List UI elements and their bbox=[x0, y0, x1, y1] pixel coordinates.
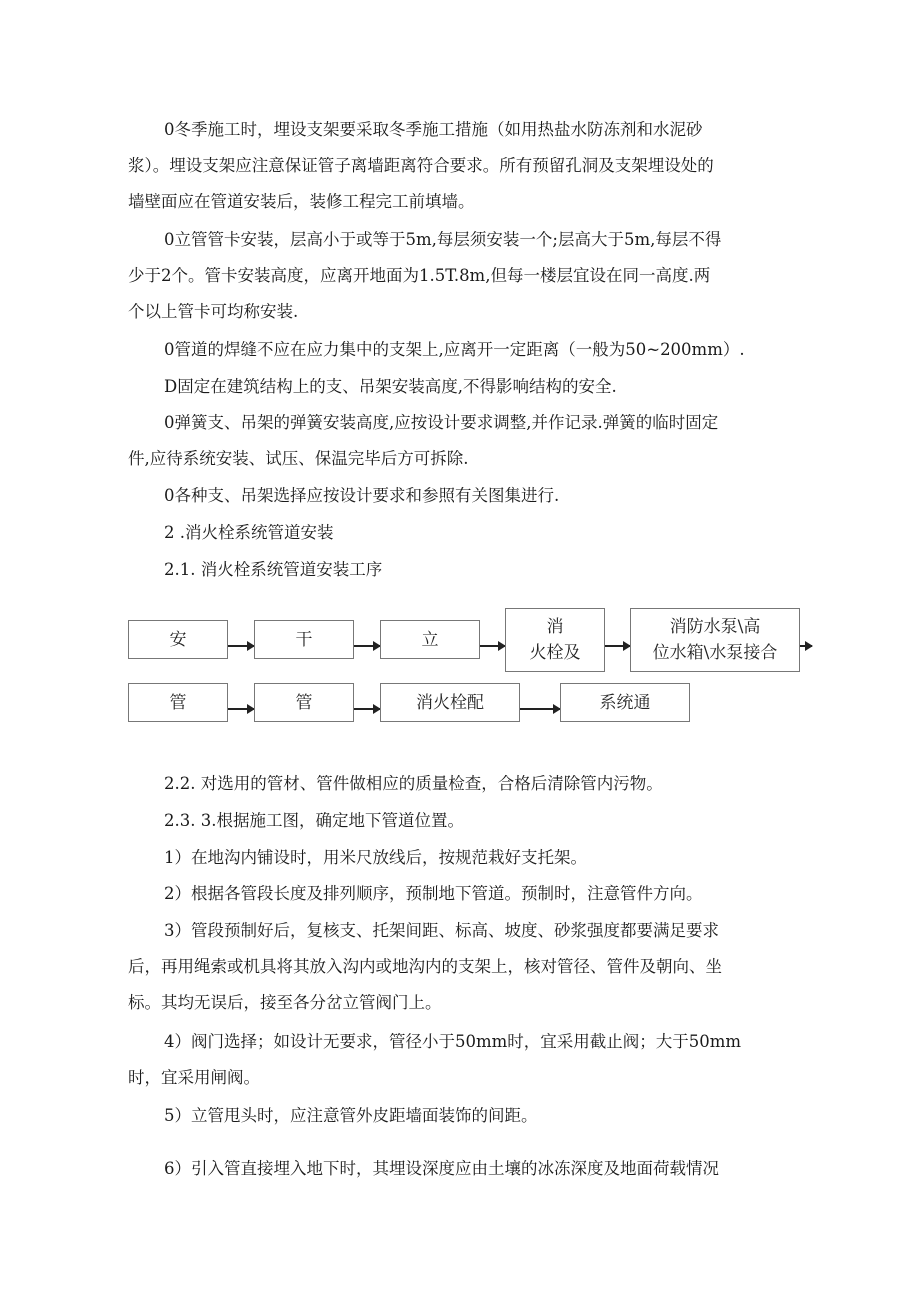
flow-arrow bbox=[228, 645, 254, 647]
flow-step-label: 管 bbox=[295, 692, 313, 713]
text-line: 件,应待系统安装、试压、保温完毕后方可拆除. bbox=[128, 449, 469, 468]
heading-section-2: 2 .消火栓系统管道安装 bbox=[164, 523, 334, 542]
flow-step-label: 安 bbox=[169, 629, 187, 650]
text-line: 个以上管卡可均称安装. bbox=[128, 302, 299, 321]
paragraph-support-selection: 0各种支、吊架选择应按设计要求和参照有关图集进行. bbox=[164, 486, 560, 505]
flow-step-label: 管 bbox=[169, 692, 187, 713]
list-item-5: 5）立管甩头时，应注意管外皮距墙面装饰的间距。 bbox=[164, 1106, 538, 1125]
flow-step-hydrant bbox=[505, 608, 605, 672]
flow-step-label: 干 bbox=[295, 629, 313, 650]
flow-step-label: 消 火栓及 bbox=[529, 617, 581, 663]
paragraph-weld-seam: 0管道的焊缝不应在应力集中的支架上,应离开一定距离（一般为50~200mm）. bbox=[164, 340, 745, 359]
text-line: 4）阀门选择；如设计无要求，管径小于50mm时，宜采用截止阀；大于50mm bbox=[164, 1032, 742, 1051]
heading-section-2-1: 2.1. 消火栓系统管道安装工序 bbox=[164, 560, 383, 579]
flow-step-label: 消火栓配 bbox=[416, 692, 484, 713]
text-line: 少于2个。管卡安装高度，应离开地面为1.5T.8m,但每一楼层宜设在同一高度.两 bbox=[128, 266, 711, 285]
flow-arrow bbox=[520, 708, 560, 710]
text-line: 时，宜采用闸阀。 bbox=[128, 1068, 260, 1087]
text-line: 0弹簧支、吊架的弹簧安装高度,应按设计要求调整,并作记录.弹簧的临时固定 bbox=[164, 413, 719, 432]
paragraph-2-2: 2.2. 对选用的管材、管件做相应的质量检查，合格后清除管内污物。 bbox=[164, 774, 663, 793]
flow-arrow bbox=[228, 708, 254, 710]
list-item-6: 6）引入管直接埋入地下时，其埋设深度应由土壤的冰冻深度及地面荷载情况 bbox=[164, 1159, 719, 1178]
flow-step-label: 消防水泵\高 位水箱\水泵接合 bbox=[652, 617, 778, 663]
flow-step-label: 立 bbox=[421, 629, 439, 650]
flow-step-system-test bbox=[560, 683, 690, 722]
flow-arrow bbox=[354, 645, 380, 647]
flow-step-hydrant-fitting bbox=[380, 683, 520, 722]
text-line: 后，再用绳索或机具将其放入沟内或地沟内的支架上，核对管径、管件及朝向、坐 bbox=[128, 957, 722, 976]
flow-step-pipe-b bbox=[254, 683, 354, 722]
text-line: 3）管段预制好后，复核支、托架间距、标高、坡度、砂浆强度都要满足要求 bbox=[164, 921, 719, 940]
paragraph-spring-support bbox=[128, 405, 796, 477]
paragraph-fixed-support: D固定在建筑结构上的支、吊架安装高度,不得影响结构的安全. bbox=[164, 377, 617, 396]
text-line: 墙壁面应在管道安装后，装修工程完工前填墙。 bbox=[128, 192, 475, 211]
text-line: 标。其均无误后，接至各分岔立管阀门上。 bbox=[128, 993, 442, 1012]
list-item-3 bbox=[128, 913, 796, 1021]
text-line: 0立管管卡安装，层高小于或等于5m,每层须安装一个;层高大于5m,每层不得 bbox=[164, 230, 722, 249]
paragraph-winter-construction bbox=[128, 112, 796, 220]
flow-step-main-pipe bbox=[254, 620, 354, 659]
list-item-1: 1）在地沟内铺设时，用米尺放线后，按规范栽好支托架。 bbox=[164, 848, 587, 867]
flow-step-label: 系统通 bbox=[599, 692, 651, 713]
list-item-2: 2）根据各管段长度及排列顺序，预制地下管道。预制时，注意管件方向。 bbox=[164, 884, 703, 903]
paragraph-2-3: 2.3. 3.根据施工图，确定地下管道位置。 bbox=[164, 811, 464, 830]
paragraph-pipe-clamp bbox=[128, 222, 796, 330]
flow-step-pump-tank bbox=[630, 608, 800, 672]
flow-arrow bbox=[800, 645, 812, 647]
flow-arrow bbox=[354, 708, 380, 710]
text-line: 浆）。埋设支架应注意保证管子离墙距离符合要求。所有预留孔洞及支架埋设处的 bbox=[128, 156, 714, 175]
flow-step-riser bbox=[380, 620, 480, 659]
flow-arrow bbox=[605, 645, 630, 647]
flow-step-pipe-a bbox=[128, 683, 228, 722]
flow-arrow bbox=[480, 645, 505, 647]
list-item-4 bbox=[128, 1024, 796, 1096]
text-line: 0冬季施工时，埋设支架要采取冬季施工措施（如用热盐水防冻剂和水泥砂 bbox=[164, 120, 703, 139]
flow-step-install bbox=[128, 620, 228, 659]
